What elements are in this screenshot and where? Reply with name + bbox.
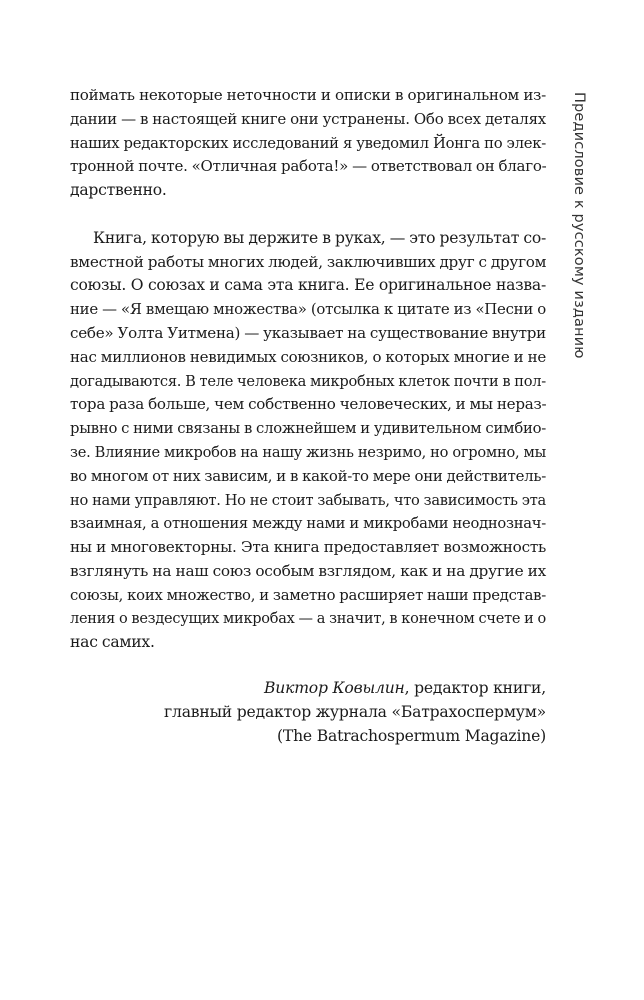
author-name: Виктор Ковылин [264,679,405,698]
text-line: нас самих. [70,633,155,652]
text-line: Книга, которую вы держите в руках, — это результат со- [93,228,546,247]
text-line: союзы, коих множество, и заметно расширяет наши представ- [70,586,546,604]
running-head: Предисловие к русскому изданию [571,92,587,359]
text-line: вместной работы многих людей, заключивших друг с другом [70,252,547,271]
signature-line-2: главный редактор журнала «Батрахоспермум» [164,702,546,721]
text-line: рывно с ними связаны в сложнейшем и удивительном симбио- [70,420,546,438]
paragraph-2 [70,227,546,655]
text-line: но нами управляют. Но не стоит забывать, что зависимость эта [70,491,546,509]
paragraph-1 [70,84,546,203]
body-text [70,84,546,749]
signature-line-1 [70,677,546,701]
text-line: тронной почте. «Отличная работа!» — ответствовал он благо- [70,157,547,176]
text-line: дании — в настоящей книге они устранены. Обо всех деталях [70,109,546,128]
text-line: тора раза больше, чем собственно человеческих, и мы нераз- [70,395,547,414]
text-line: ления о вездесущих микробах — а значит, в конечном счете и о [70,610,546,627]
text-line: поймать некоторые неточности и описки в оригинальном из- [70,86,546,104]
signature-line-3: (The Batrachospermum Magazine) [277,726,546,745]
text-line: нас миллионов невидимых союзников, о которых многие и не [70,347,546,366]
text-line: себе» Уолта Уитмена) — указывает на существование внутри [70,323,546,342]
text-line: взглянуть на наш союз особым взглядом, как и на другие их [70,561,546,580]
signature-block [70,677,546,748]
text-line: дарственно. [70,181,167,200]
text-line: догадываются. В теле человека микробных клеток почти в пол- [70,372,546,390]
text-line: ние — «Я вмещаю множества» (отсылка к цитате из «Песни о [70,300,546,319]
text-line: ны и многовекторны. Эта книга предоставляет возможность [70,538,546,557]
text-line: зе. Влияние микробов на нашу жизнь незримо, но огромно, мы [70,443,546,461]
author-role: , редактор книги, [404,679,546,698]
text-line: взаимная, а отношения между нами и микробами неоднознач- [70,515,546,533]
text-line: во многом от них зависим, и в какой-то мере они действитель- [70,466,546,485]
paragraph-spacer [70,203,546,227]
text-line: союзы. О союзах и сама эта книга. Ее оригинальное назва- [70,276,546,295]
text-line: наших редакторских исследований я уведомил Йонга по элек- [70,134,546,152]
